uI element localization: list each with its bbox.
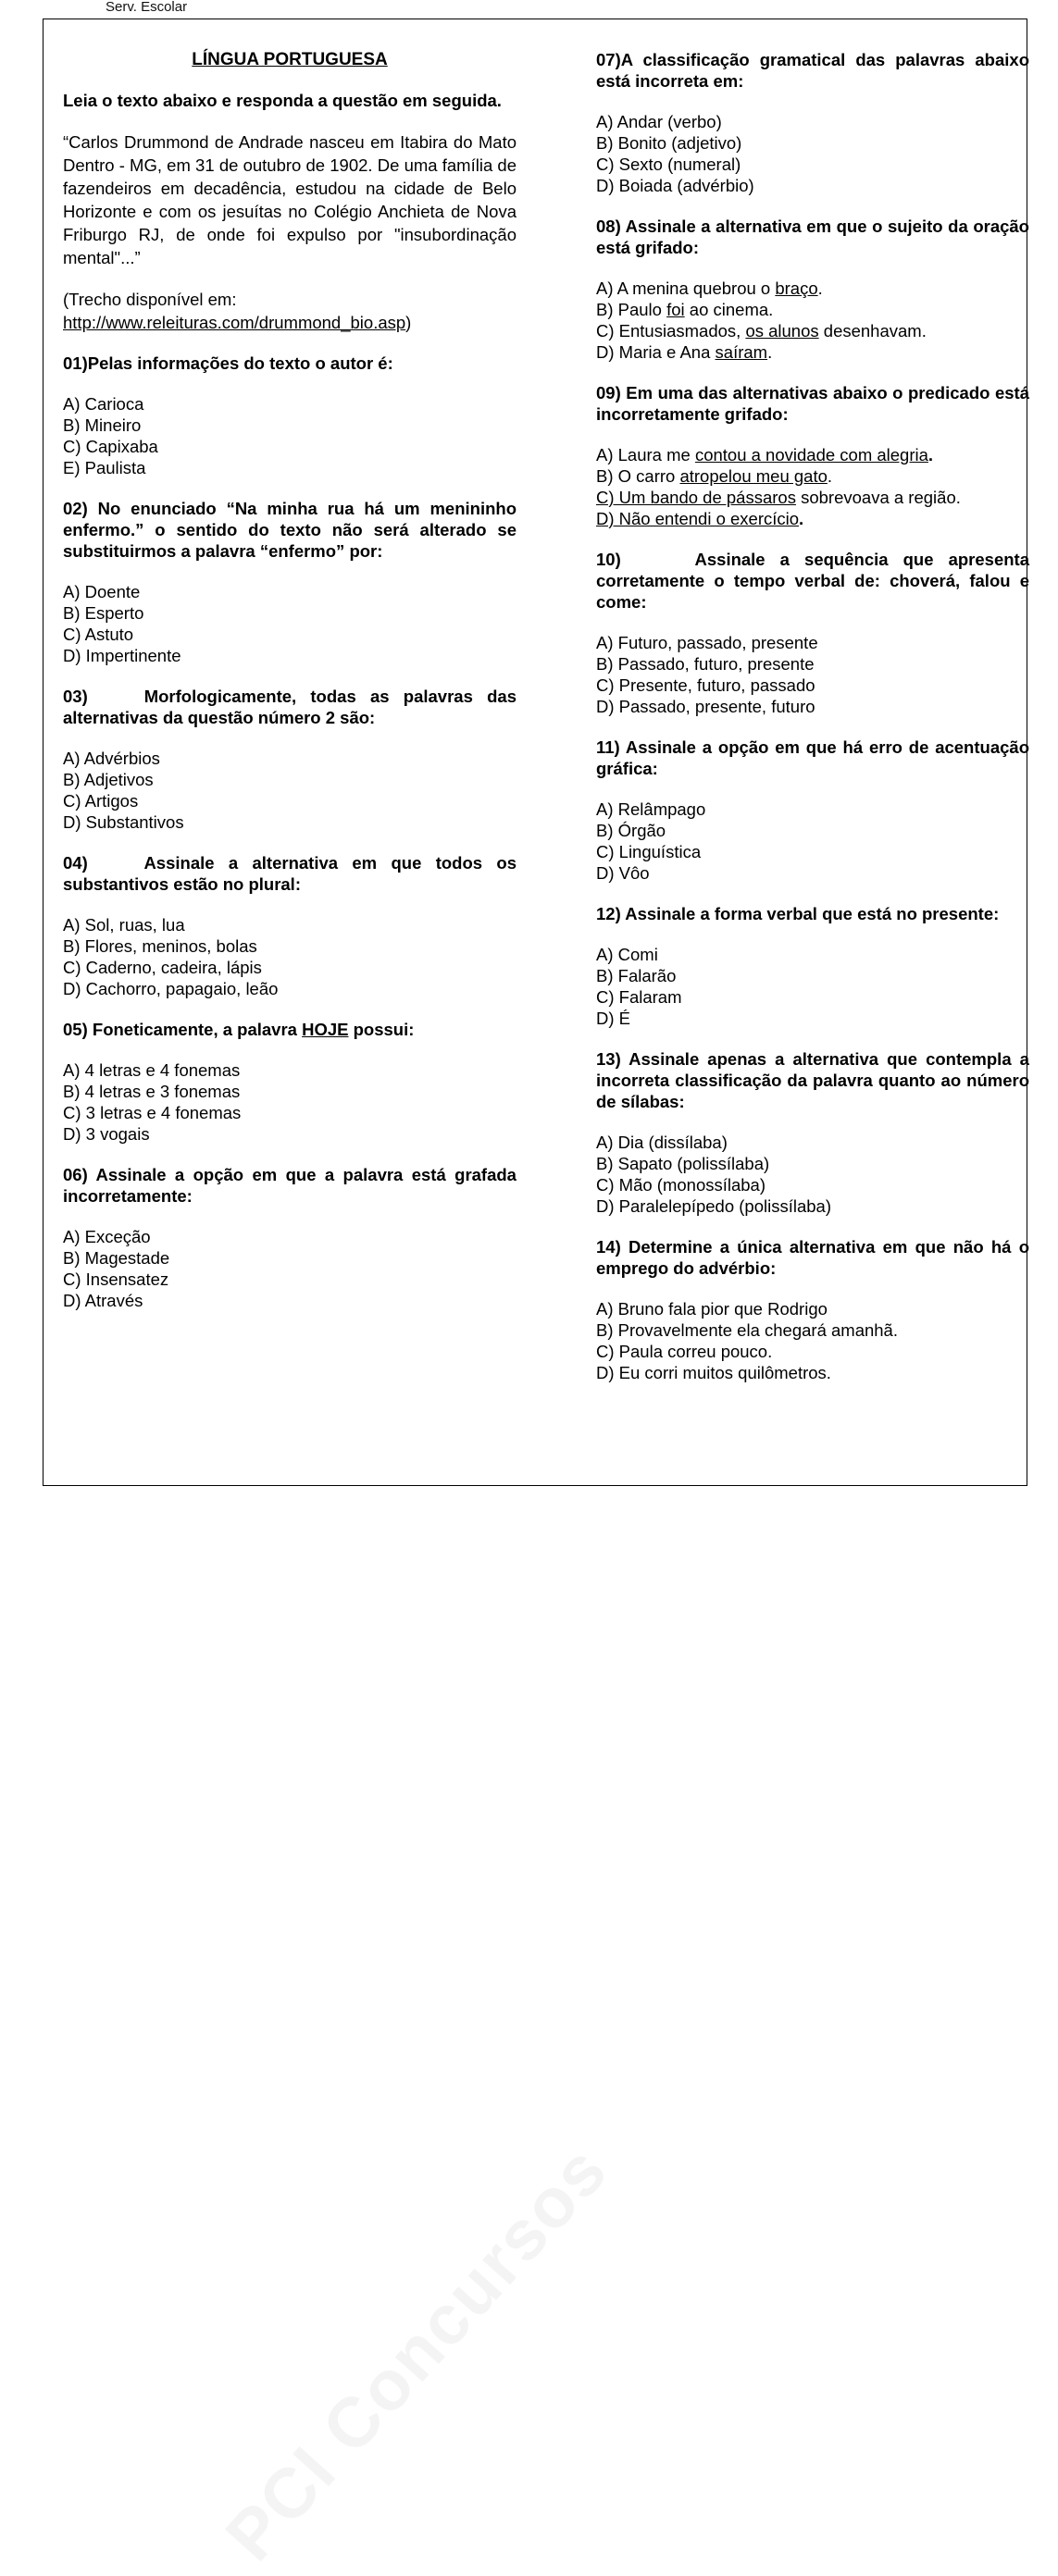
option-d[interactable]: D) Passado, presente, futuro	[596, 697, 815, 716]
option-d[interactable]: D) Boiada (advérbio)	[596, 176, 754, 195]
option-b[interactable]: B) Órgão	[596, 821, 666, 840]
option-c[interactable]: C) 3 letras e 4 fonemas	[63, 1103, 242, 1122]
source-suffix: )	[405, 313, 412, 332]
option-a[interactable]: A) Doente	[63, 582, 141, 601]
option-c[interactable]: C) Capixaba	[63, 437, 158, 456]
option-a[interactable]: A) Dia (dissílaba)	[596, 1133, 728, 1152]
options-list	[63, 1059, 517, 1145]
question-04	[63, 852, 517, 999]
option-b[interactable]: B) Passado, futuro, presente	[596, 654, 815, 674]
option-a[interactable]: A) Futuro, passado, presente	[596, 633, 818, 652]
question-stem: 08) Assinale a alternativa em que o sujeito da oração está grifado:	[596, 217, 1029, 257]
options-list	[596, 444, 1029, 529]
option-c[interactable]: C) Falaram	[596, 987, 682, 1007]
section-title: LÍNGUA PORTUGUESA	[192, 50, 388, 69]
option-b[interactable]: B) Bonito (adjetivo)	[596, 133, 742, 153]
question-stem: 01)Pelas informações do texto o autor é:	[63, 353, 393, 373]
passage-source	[63, 288, 517, 334]
option-b[interactable]: B) 4 letras e 3 fonemas	[63, 1082, 241, 1101]
option-d[interactable]: D) Eu corri muitos quilômetros.	[596, 1363, 831, 1382]
options-list	[596, 632, 1029, 717]
question-10	[596, 549, 1029, 717]
option-d[interactable]: D) É	[596, 1009, 630, 1028]
option-d[interactable]: D) Vôo	[596, 863, 650, 883]
options-list	[596, 278, 1029, 363]
option-c[interactable]: C) Caderno, cadeira, lápis	[63, 958, 262, 977]
option-d[interactable]: D) Substantivos	[63, 812, 184, 832]
option-d[interactable]: D) Paralelepípedo (polissílaba)	[596, 1196, 831, 1216]
option-a[interactable]: A) Bruno fala pior que Rodrigo	[596, 1299, 828, 1319]
option-c[interactable]: C) Presente, futuro, passado	[596, 675, 815, 695]
option-a[interactable]: A) Carioca	[63, 394, 144, 414]
option-b[interactable]: B) Flores, meninos, bolas	[63, 936, 257, 956]
option-d[interactable]: D) Através	[63, 1291, 143, 1310]
option-d[interactable]: D) 3 vogais	[63, 1124, 150, 1144]
question-12	[596, 903, 1029, 1029]
option-c[interactable]: C) Linguística	[596, 842, 702, 861]
option-d[interactable]: D) Cachorro, papagaio, leão	[63, 979, 279, 998]
option-c[interactable]: C) Mão (monossílaba)	[596, 1175, 766, 1195]
watermark-text	[210, 2130, 624, 2576]
options-list	[63, 914, 517, 999]
option-c[interactable]: C) Sexto (numeral)	[596, 155, 741, 174]
question-09	[596, 382, 1029, 529]
question-stem: 03) Morfologicamente, todas as palavras das alternativas da questão número 2 são:	[63, 687, 517, 727]
option-b[interactable]: B) Mineiro	[63, 415, 142, 435]
header-label: Serv. Escolar	[106, 0, 188, 15]
exam-page-frame	[43, 19, 1030, 1486]
option-c[interactable]: C) Artigos	[63, 791, 139, 811]
option-b[interactable]: B) O carro atropelou meu gato.	[596, 466, 833, 486]
option-b[interactable]: B) Esperto	[63, 603, 144, 623]
reading-passage: “Carlos Drummond de Andrade nasceu em Itabira do Mato Dentro - MG, em 31 de outubro de 1902. De uma família de fazendeiros em decadência, estudou na cidade de Belo Horizonte e com os jesuítas no Colégio Anchieta de Nova Friburgo RJ, de onde foi expulso por "insubordinação mental"...”	[63, 132, 517, 267]
options-list	[596, 799, 1029, 884]
question-03	[63, 686, 517, 833]
option-b[interactable]: B) Sapato (polissílaba)	[596, 1154, 770, 1173]
right-column	[596, 49, 1029, 1403]
option-a[interactable]: A) Comi	[596, 945, 658, 964]
option-a[interactable]: A) A menina quebrou o braço.	[596, 279, 823, 298]
question-14	[596, 1236, 1029, 1383]
question-stem: 09) Em uma das alternativas abaixo o predicado está incorretamente grifado:	[596, 383, 1029, 424]
question-02	[63, 498, 517, 666]
options-list	[63, 748, 517, 833]
question-01	[63, 353, 517, 478]
option-c[interactable]: C) Um bando de pássaros sobrevoava a região.	[596, 488, 961, 507]
option-e[interactable]: E) Paulista	[63, 458, 146, 477]
left-column	[63, 49, 517, 1331]
option-d[interactable]: D) Não entendi o exercício.	[596, 509, 804, 528]
source-link[interactable]: http://www.releituras.com/drummond_bio.asp	[63, 313, 406, 332]
option-d[interactable]: D) Maria e Ana saíram.	[596, 342, 773, 362]
option-a[interactable]: A) Andar (verbo)	[596, 112, 722, 131]
options-list	[63, 1226, 517, 1311]
option-a[interactable]: A) Advérbios	[63, 749, 160, 768]
option-c[interactable]: C) Insensatez	[63, 1269, 169, 1289]
option-c[interactable]: C) Paula correu pouco.	[596, 1342, 773, 1361]
option-b[interactable]: B) Magestade	[63, 1248, 170, 1268]
option-a[interactable]: A) Relâmpago	[596, 799, 706, 819]
underlined-word: HOJE	[302, 1020, 349, 1039]
options-list	[596, 1298, 1029, 1383]
question-stem: 02) No enunciado “Na minha rua há um menininho enfermo.” o sentido do texto não será alterado se substituirmos a palavra “enfermo” por:	[63, 499, 517, 561]
option-a[interactable]: A) 4 letras e 4 fonemas	[63, 1060, 241, 1080]
question-11	[596, 737, 1029, 884]
options-list	[63, 393, 517, 478]
question-stem: 12) Assinale a forma verbal que está no presente:	[596, 904, 1000, 923]
option-b[interactable]: B) Adjetivos	[63, 770, 154, 789]
question-stem: 14) Determine a única alternativa em que não há o emprego do advérbio:	[596, 1237, 1030, 1278]
question-stem: 10) Assinale a sequência que apresenta corretamente o tempo verbal de: choverá, falou e come:	[596, 550, 1030, 612]
source-prefix: (Trecho disponível em:	[63, 290, 237, 309]
option-a[interactable]: A) Laura me contou a novidade com alegria.	[596, 445, 934, 464]
options-list	[596, 111, 1029, 196]
option-c[interactable]: C) Astuto	[63, 625, 134, 644]
reading-instruction: Leia o texto abaixo e responda a questão em seguida.	[63, 91, 502, 110]
option-d[interactable]: D) Impertinente	[63, 646, 181, 665]
question-stem: 05) Foneticamente, a palavra HOJE possui:	[63, 1020, 415, 1039]
options-list	[596, 944, 1029, 1029]
question-stem: 07)A classificação gramatical das palavras abaixo está incorreta em:	[596, 50, 1029, 91]
option-a[interactable]: A) Exceção	[63, 1227, 151, 1246]
question-stem: 13) Assinale apenas a alternativa que contempla a incorreta classificação da palavra quanto ao número de sílabas:	[596, 1049, 1029, 1111]
option-a[interactable]: A) Sol, ruas, lua	[63, 915, 185, 935]
options-list	[596, 1132, 1029, 1217]
question-13	[596, 1048, 1029, 1217]
question-stem: 04) Assinale a alternativa em que todos os substantivos estão no plural:	[63, 853, 517, 894]
option-b[interactable]: B) Provavelmente ela chegará amanhã.	[596, 1320, 898, 1340]
question-08	[596, 216, 1029, 363]
option-b[interactable]: B) Falarão	[596, 966, 677, 985]
question-stem: 06) Assinale a opção em que a palavra está grafada incorretamente:	[63, 1165, 517, 1206]
question-07	[596, 49, 1029, 196]
question-stem: 11) Assinale a opção em que há erro de acentuação gráfica:	[596, 737, 1029, 778]
question-06	[63, 1164, 517, 1311]
option-b[interactable]: B) Paulo foi ao cinema.	[596, 300, 774, 319]
question-05	[63, 1019, 517, 1145]
option-c[interactable]: C) Entusiasmados, os alunos desenhavam.	[596, 321, 927, 341]
options-list	[63, 581, 517, 666]
